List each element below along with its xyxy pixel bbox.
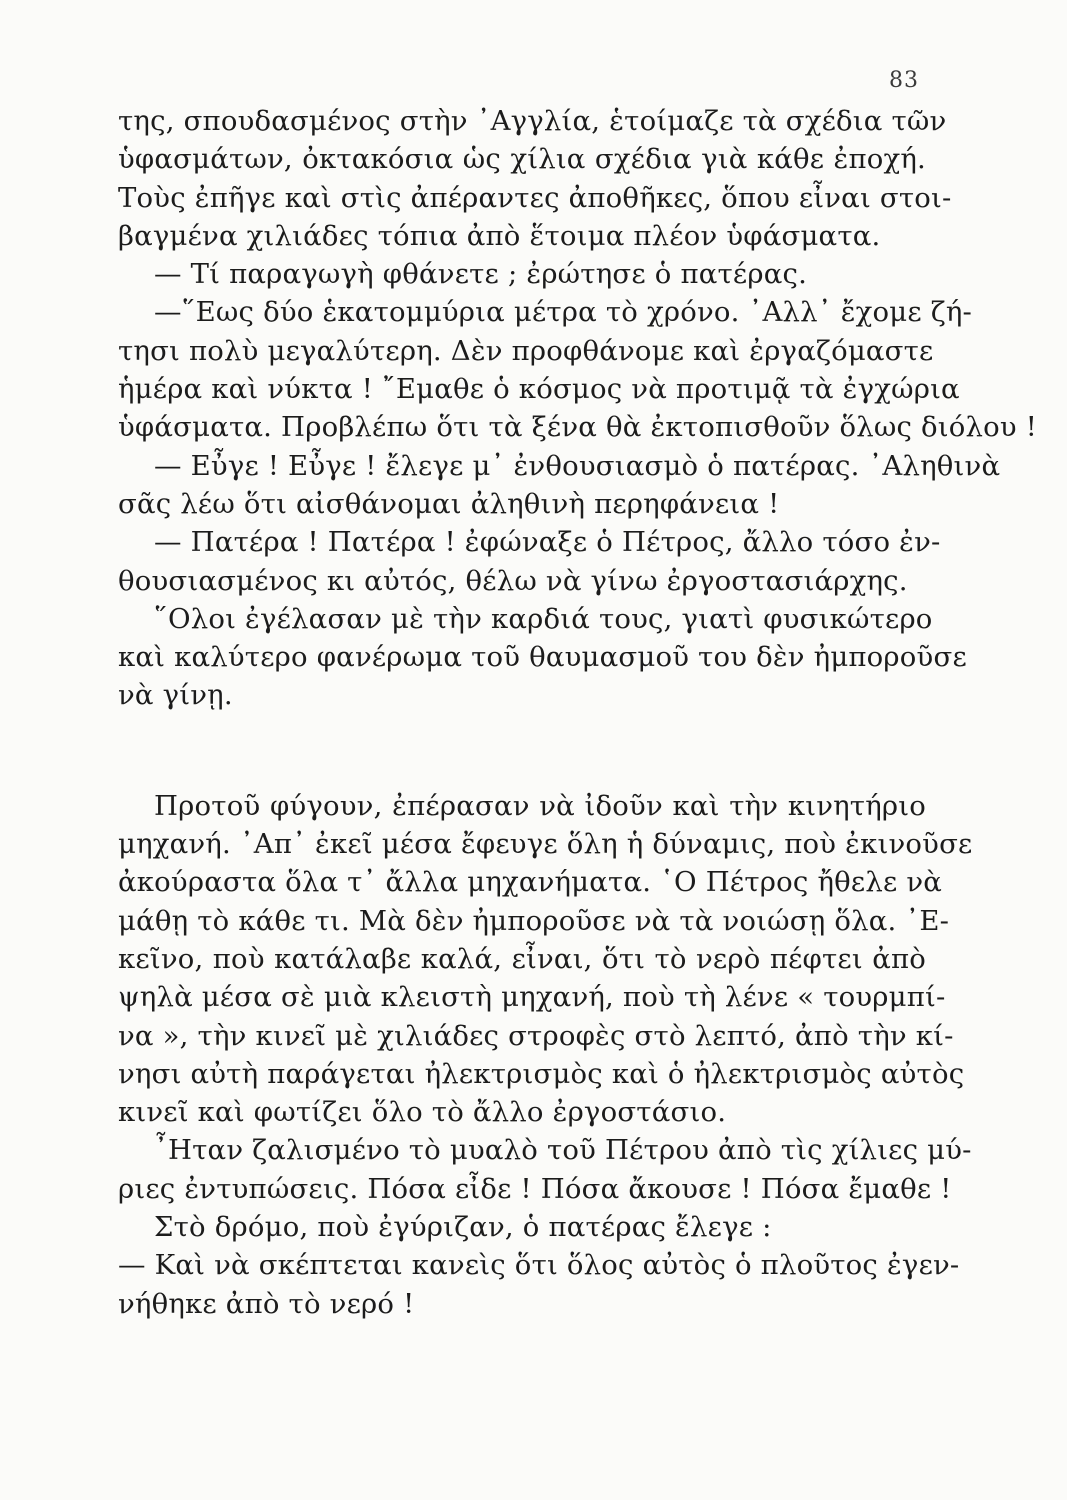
text-line: θουσιασμένος κι αὐτός, θέλω νὰ γίνω ἐργοστασιάρχης.: [118, 564, 908, 597]
text-line: — Καὶ νὰ σκέπτεται κανεὶς ὅτι ὅλος αὐτὸς ὁ πλοῦτος ἐγεν-: [118, 1249, 960, 1282]
text-line: ῞Ολοι ἐγέλασαν μὲ τὴν καρδιά τους, γιατὶ φυσικώτερο: [154, 602, 933, 635]
text-line: ῏Ηταν ζαλισμένο τὸ μυαλὸ τοῦ Πέτρου ἀπὸ τὶς χίλιες μύ-: [154, 1134, 972, 1167]
text-line: — Εὖγε ! Εὖγε ! ἔλεγε μ᾿ ἐνθουσιασμὸ ὁ πατέρας. ᾿Αληθινὰ: [154, 449, 1001, 482]
text-line: κεῖνο, ποὺ κατάλαβε καλά, εἶναι, ὅτι τὸ νερὸ πέφτει ἀπὸ: [118, 942, 926, 975]
paragraph-turbine: [118, 787, 973, 1323]
body-text: [118, 102, 1038, 1323]
text-line: βαγμένα χιλιάδες τόπια ἀπὸ ἕτοιμα πλέον ὑφάσματα.: [118, 219, 881, 252]
text-line: μάθῃ τὸ κάθε τι. Μὰ δὲν ἠμποροῦσε νὰ τὰ νοιώσῃ ὅλα. ᾿Ε-: [118, 904, 950, 937]
section-break: [118, 715, 926, 787]
text-line: νὰ γίνῃ.: [118, 679, 233, 712]
text-line: νήθηκε ἀπὸ τὸ νερό !: [118, 1287, 415, 1320]
text-line: τησι πολὺ μεγαλύτερη. Δὲν προφθάνομε καὶ ἐργαζόμαστε: [118, 334, 934, 367]
text-line: —῞Εως δύο ἑκατομμύρια μέτρα τὸ χρόνο. ᾿Αλλ᾿ ἔχομε ζή-: [154, 296, 973, 329]
text-line: ἡμέρα καὶ νύκτα ! ῎Εμαθε ὁ κόσμος νὰ προτιμᾷ τὰ ἐγχώρια: [118, 373, 960, 406]
text-line: — Τί παραγωγὴ φθάνετε ; ἐρώτησε ὁ πατέρας.: [154, 258, 808, 291]
text-line: ὑφάσματα. Προβλέπω ὅτι τὰ ξένα θὰ ἐκτοπισθοῦν ὅλως διόλου !: [118, 411, 1038, 444]
text-line: Στὸ δρόμο, ποὺ ἐγύριζαν, ὁ πατέρας ἔλεγε :: [154, 1211, 772, 1244]
text-line: της, σπουδασμένος στὴν ᾿Αγγλία, ἑτοίμαζε τὰ σχέδια τῶν: [118, 105, 947, 137]
text-line: ἀκούραστα ὅλα τ᾿ ἄλλα μηχανήματα. ῾Ο Πέτρος ἤθελε νὰ: [118, 866, 943, 899]
text-line: ὑφασμάτων, ὀκτακόσια ὡς χίλια σχέδια γιὰ κάθε ἐποχή.: [118, 143, 926, 176]
text-line: καὶ καλύτερο φανέρωμα τοῦ θαυμασμοῦ του δὲν ἠμποροῦσε: [118, 641, 967, 674]
text-line: να », τὴν κινεῖ μὲ χιλιάδες στροφὲς στὸ λεπτό, ἀπὸ τὴν κί-: [118, 1019, 954, 1052]
text-line: μηχανή. ᾿Απ᾿ ἐκεῖ μέσα ἔφευγε ὅλη ἡ δύναμις, ποὺ ἐκινοῦσε: [118, 828, 973, 861]
text-line: κινεῖ καὶ φωτίζει ὅλο τὸ ἄλλο ἐργοστάσιο.: [118, 1096, 727, 1129]
text-line: ψηλὰ μέσα σὲ μιὰ κλειστὴ μηχανή, ποὺ τὴ λένε « τουρμπί-: [118, 981, 946, 1014]
text-line: — Πατέρα ! Πατέρα ! ἐφώναξε ὁ Πέτρος, ἄλλο τόσο ἐν-: [154, 526, 941, 559]
text-line: Προτοῦ φύγουν, ἐπέρασαν νὰ ἰδοῦν καὶ τὴν κινητήριο: [154, 789, 926, 822]
text-line: σᾶς λέω ὅτι αἰσθάνομαι ἀληθινὴ περηφάνεια !: [118, 487, 780, 520]
text-line: νησι αὐτὴ παράγεται ἠλεκτρισμὸς καὶ ὁ ἠλεκτρισμὸς αὐτὸς: [118, 1057, 965, 1090]
paragraph-dialogue: [118, 102, 1038, 715]
text-line: Τοὺς ἐπῆγε καὶ στὶς ἀπέραντες ἀποθῆκες, ὅπου εἶναι στοι-: [118, 181, 952, 214]
page-number: 83: [889, 68, 919, 93]
text-line: ριες ἐντυπώσεις. Πόσα εἶδε ! Πόσα ἄκουσε ! Πόσα ἔμαθε !: [118, 1172, 952, 1205]
